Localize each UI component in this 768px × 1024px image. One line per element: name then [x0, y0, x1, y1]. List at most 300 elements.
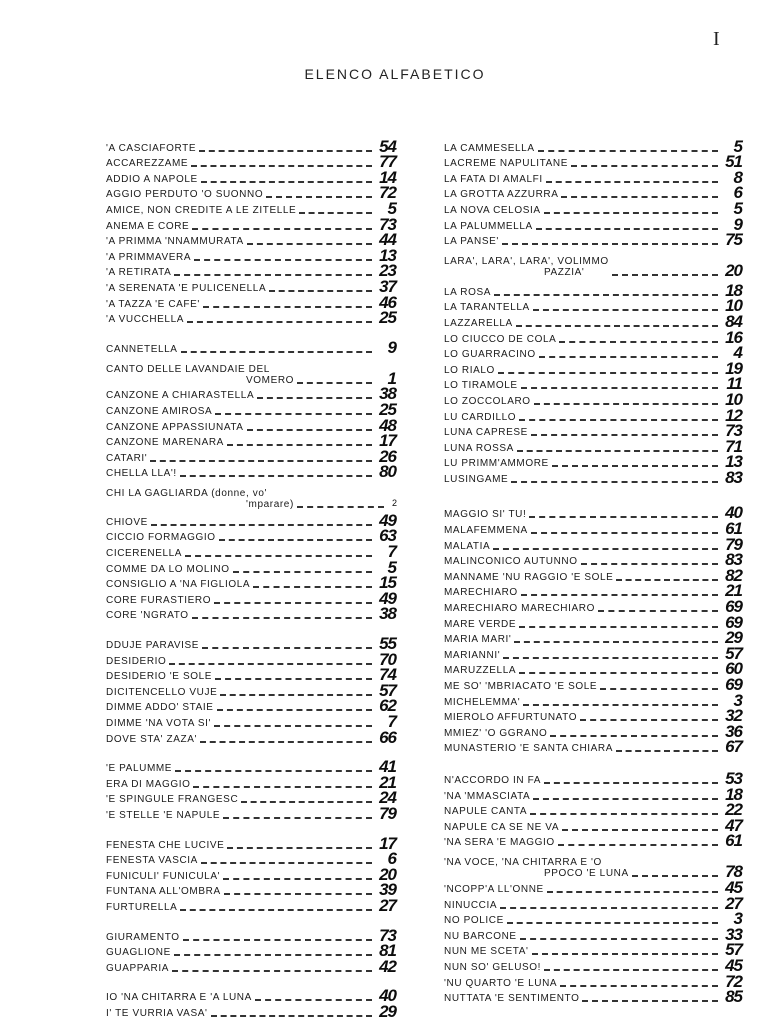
index-entry	[444, 989, 742, 1005]
entry-page-number: 29	[379, 1001, 396, 1021]
leader-dots	[552, 465, 718, 467]
index-entry	[444, 833, 742, 849]
leader-dots	[297, 506, 384, 508]
entry-page-number: 3	[733, 909, 742, 929]
entry-page-number: 15	[379, 573, 396, 593]
leader-dots	[202, 647, 372, 649]
index-entry	[444, 138, 742, 154]
leader-dots	[544, 212, 718, 214]
index-entry	[444, 247, 742, 281]
index-entry	[444, 185, 742, 201]
entry-title: DESIDERIO 'E SOLE	[106, 671, 213, 683]
leader-dots	[233, 571, 372, 573]
entry-title: LO GUARRACINO	[444, 349, 536, 361]
index-entry	[106, 851, 396, 867]
leader-dots	[223, 817, 372, 819]
entry-title: 'NU QUARTO 'E LUNA	[444, 977, 558, 989]
index-entry	[444, 597, 742, 617]
leader-dots	[172, 970, 372, 972]
index-entry	[106, 247, 396, 263]
index-entry	[444, 391, 742, 407]
leader-dots	[502, 243, 718, 245]
leader-dots	[253, 586, 372, 588]
entry-title: 'A SERENATA 'E PULICENELLA	[106, 282, 267, 294]
entry-title: I' TE VURRIA VASA'	[106, 1007, 208, 1019]
entry-page-number: 11	[726, 374, 742, 394]
entry-page-number: 72	[379, 183, 396, 203]
entry-page-number: 48	[379, 415, 396, 435]
entry-page-number: 60	[725, 659, 742, 679]
entry-title: DIMME 'NA VOTA SI'	[106, 718, 212, 729]
index-entry	[106, 355, 396, 386]
index-entry	[106, 464, 396, 480]
entry-title: MALINCONICO AUTUNNO	[444, 556, 578, 568]
entry-title: FENESTA CHE LUCIVE	[106, 839, 225, 851]
index-entry	[106, 606, 396, 622]
entry-title: DDUJE PARAVISE	[106, 640, 200, 652]
entry-title: ADDIO A NAPOLE	[106, 173, 198, 185]
leader-dots	[227, 847, 372, 849]
entry-title: 'NA 'MMASCIATA	[444, 790, 531, 802]
entry-page-number: 9	[733, 214, 742, 234]
index-entry	[106, 866, 396, 882]
index-entry	[444, 169, 742, 185]
entry-title: CORE FURASTIERO	[106, 594, 212, 606]
entry-title: LUSINGAME	[444, 473, 509, 485]
leader-dots	[531, 434, 718, 436]
leader-dots	[523, 704, 718, 706]
entry-page-number: 10	[725, 389, 742, 409]
entry-title-line2: PPOCO 'E LUNA	[544, 868, 629, 880]
leader-dots	[192, 617, 372, 619]
index-entry	[106, 310, 396, 326]
leader-dots	[571, 165, 718, 167]
index-entry	[444, 154, 742, 170]
leader-dots	[199, 150, 372, 152]
entry-page-number: 19	[725, 358, 742, 378]
entry-title: MAGGIO SI' TU!	[444, 509, 527, 521]
entry-page-number: 5	[733, 198, 742, 218]
leader-dots	[214, 602, 372, 604]
entry-page-number: 44	[379, 230, 396, 250]
index-entry	[106, 988, 396, 1004]
entry-page-number: 5	[387, 557, 396, 577]
leader-dots	[255, 999, 372, 1001]
index-column-right	[444, 136, 742, 1007]
index-entry	[106, 634, 396, 654]
entry-page-number: 16	[725, 327, 742, 347]
entry-page-number: 71	[725, 436, 742, 456]
index-entry	[444, 583, 742, 599]
leader-dots	[224, 893, 372, 895]
index-entry	[106, 790, 396, 806]
index-entry	[106, 216, 396, 232]
index-entry	[106, 479, 396, 510]
entry-page-number: 77	[379, 152, 396, 172]
entry-page-number: 84	[725, 311, 742, 331]
entry-page-number: 29	[725, 628, 742, 648]
entry-title: LA NOVA CELOSIA	[444, 204, 541, 216]
leader-dots	[150, 460, 372, 462]
entry-title: LU PRIMM'AMMORE	[444, 458, 549, 470]
leader-dots	[519, 419, 718, 421]
index-entry	[444, 911, 742, 927]
entry-page-number: 12	[725, 405, 742, 425]
index-entry	[444, 469, 742, 485]
leader-dots	[193, 786, 372, 788]
index-entry	[106, 897, 396, 913]
leader-dots	[175, 770, 372, 772]
index-entry	[444, 973, 742, 989]
entry-title: MARUZZELLA	[444, 665, 517, 677]
entry-title: ANEMA E CORE	[106, 220, 190, 232]
leader-dots	[223, 878, 372, 880]
entry-title: MUNASTERIO 'E SANTA CHIARA	[444, 743, 614, 755]
index-entry	[106, 401, 396, 417]
leader-dots	[247, 243, 372, 245]
index-entry	[106, 1003, 396, 1019]
leader-dots	[516, 325, 718, 327]
entry-title: MARECHIARO MARECHIARO	[444, 603, 595, 615]
entry-title: 'A VUCCHELLA	[106, 314, 185, 326]
leader-dots	[533, 798, 718, 800]
leader-dots	[529, 516, 718, 518]
index-entry	[444, 423, 742, 439]
entry-page-number: 21	[379, 772, 396, 792]
entry-title: DIMME ADDO' STAIE	[106, 702, 214, 714]
entry-page-number: 23	[379, 261, 396, 281]
index-entry	[106, 232, 396, 248]
entry-page-number: 73	[725, 421, 742, 441]
entry-title	[106, 364, 294, 386]
entry-title: DOVE STA' ZAZA'	[106, 733, 197, 745]
index-entry	[106, 559, 396, 575]
entry-page-number: 6	[387, 849, 396, 869]
entry-page-number: 17	[379, 833, 396, 853]
entry-title: MICHELEMMA'	[444, 696, 521, 708]
entry-page-number: 81	[379, 941, 396, 961]
entry-page-number: 17	[379, 431, 396, 451]
entry-title: GIURAMENTO	[106, 931, 180, 943]
index-column-left	[106, 138, 396, 1019]
entry-page-number: 46	[379, 292, 396, 312]
leader-dots	[174, 954, 372, 956]
index-entry	[444, 552, 742, 568]
page-number: I	[713, 28, 720, 50]
entry-page-number: 7	[387, 542, 396, 562]
index-entry	[106, 417, 396, 433]
entry-title: LO CIUCCO DE COLA	[444, 333, 557, 345]
entry-page-number: 47	[725, 815, 742, 835]
index-entry	[444, 676, 742, 692]
entry-title: ERA DI MAGGIO	[106, 778, 191, 790]
entry-title: LAZZARELLA	[444, 317, 513, 329]
entry-page-number: 25	[379, 399, 396, 419]
entry-title: 'A PRIMMA 'NNAMMURATA	[106, 236, 244, 248]
entry-page-number: 66	[379, 727, 396, 747]
leader-dots	[511, 481, 718, 483]
index-entry	[444, 739, 742, 755]
entry-title: AMICE, NON CREDITE A LE ZITELLE	[106, 204, 297, 216]
page-title: ELENCO ALFABETICO	[304, 66, 486, 82]
leader-dots	[211, 1015, 373, 1017]
entry-page-number: 5	[733, 136, 742, 156]
index-entry	[444, 232, 742, 248]
leader-dots	[215, 678, 372, 680]
leader-dots	[174, 274, 372, 276]
leader-dots	[534, 403, 718, 405]
entry-title: LA CAMMESELLA	[444, 142, 535, 154]
leader-dots	[493, 548, 718, 550]
entry-title: FUNTANA ALL'OMBRA	[106, 886, 221, 898]
leader-dots	[503, 657, 718, 659]
entry-page-number: 63	[379, 526, 396, 546]
index-entry	[106, 200, 396, 216]
entry-title: DICITENCELLO VUJE	[106, 686, 218, 698]
leader-dots	[299, 212, 372, 214]
entry-title: LA PANSE'	[444, 236, 499, 248]
entry-page-number: 57	[725, 643, 742, 663]
index-entry	[106, 882, 396, 898]
index-entry	[106, 729, 396, 745]
entry-page-number: 62	[379, 696, 396, 716]
entry-page-number: 57	[379, 680, 396, 700]
index-entry	[444, 536, 742, 552]
entry-title: FENESTA VASCIA	[106, 855, 198, 867]
entry-title: 'A CASCIAFORTE	[106, 142, 197, 154]
index-entry	[106, 698, 396, 714]
index-entry	[444, 848, 742, 882]
entry-title: LA GROTTA AZZURRA	[444, 189, 559, 201]
entry-title	[106, 488, 294, 510]
index-entry	[106, 667, 396, 683]
index-entry	[106, 169, 396, 185]
leader-dots	[600, 688, 718, 690]
entry-title: NUN SO' GELUSO!	[444, 961, 542, 973]
entry-page-number: 25	[379, 308, 396, 328]
leader-dots	[520, 938, 718, 940]
leader-dots	[562, 829, 718, 831]
entry-title: LA FATA DI AMALFI	[444, 173, 543, 185]
entry-page-number: 74	[379, 665, 396, 685]
index-entry	[444, 567, 742, 583]
leader-dots	[519, 672, 718, 674]
index-entry	[444, 454, 742, 470]
index-entry	[106, 263, 396, 279]
leader-dots	[185, 555, 372, 557]
leader-dots	[519, 626, 718, 628]
entry-title: NAPULE CA SE NE VA	[444, 821, 560, 833]
entry-title: COMME DA LO MOLINO	[106, 563, 230, 575]
entry-title: MMIEZ' 'O GGRANO	[444, 727, 548, 739]
leader-dots	[201, 181, 372, 183]
leader-dots	[538, 150, 718, 152]
leader-dots	[180, 475, 372, 477]
leader-dots	[219, 539, 372, 541]
leader-dots	[559, 341, 718, 343]
index-entry	[106, 774, 396, 790]
index-entry	[106, 682, 396, 698]
entry-page-number: 85	[725, 987, 742, 1007]
entry-page-number: 53	[725, 768, 742, 788]
entry-page-number: 40	[379, 986, 396, 1006]
leader-dots	[632, 875, 718, 877]
entry-page-number: 7	[387, 712, 396, 731]
entry-page-number: 61	[725, 831, 742, 851]
index-entry	[444, 692, 742, 708]
entry-page-number: 24	[379, 788, 396, 808]
index-entry	[444, 879, 742, 895]
index-entry	[444, 802, 742, 818]
index-entry	[106, 278, 396, 294]
leader-dots	[217, 709, 373, 711]
leader-dots	[241, 801, 372, 803]
index-entry	[106, 759, 396, 775]
leader-dots	[507, 922, 718, 924]
leader-dots	[187, 321, 372, 323]
index-entry	[106, 713, 396, 729]
index-entry	[444, 407, 742, 423]
entry-page-number: 67	[725, 737, 742, 757]
entry-title: 'NCOPP'A LL'ONNE	[444, 883, 544, 895]
leader-dots	[532, 953, 718, 955]
entry-title: MARE VERDE	[444, 618, 517, 630]
entry-title: NU BARCONE	[444, 930, 517, 942]
index-entry	[106, 185, 396, 201]
entry-title-line2: 'mparare)	[246, 499, 294, 511]
entry-title: LA TARANTELLA	[444, 302, 530, 314]
entry-page-number: 21	[725, 581, 742, 601]
entry-title: DESIDERIO	[106, 655, 167, 667]
entry-page-number: 80	[379, 462, 396, 482]
index-entry	[106, 386, 396, 402]
leader-dots	[215, 413, 372, 415]
index-entry	[444, 817, 742, 833]
entry-title: LO TIRAMOLE	[444, 380, 518, 392]
index-entry	[106, 433, 396, 449]
index-entry	[444, 360, 742, 376]
index-entry	[106, 138, 396, 154]
leader-dots	[269, 290, 372, 292]
entry-title-line1: LARA', LARA', LARA', VOLIMMO	[444, 256, 609, 268]
entry-title: LA PALUMMELLA	[444, 220, 533, 232]
index-entry	[106, 512, 396, 528]
entry-title: CICERENELLA	[106, 548, 183, 560]
entry-title: 'E STELLE 'E NAPULE	[106, 809, 221, 821]
index-entry	[444, 614, 742, 630]
entry-title-line1: CHI LA GAGLIARDA (donne, vo'	[106, 488, 267, 500]
entry-title-line1: CANTO DELLE LAVANDAIE DEL	[106, 363, 270, 375]
entry-page-number: 45	[725, 877, 742, 897]
index-entry	[444, 630, 742, 646]
leader-dots	[582, 1000, 718, 1002]
entry-title: CANZONE APPASSIUNATA	[106, 421, 244, 433]
leader-dots	[536, 228, 718, 230]
entry-title-line2: VOMERO	[246, 374, 295, 386]
index-entry	[106, 927, 396, 943]
index-entry	[106, 943, 396, 959]
index-entry	[444, 282, 742, 298]
entry-page-number: 61	[725, 519, 742, 539]
leader-dots	[266, 196, 372, 198]
entry-page-number: 69	[725, 675, 742, 694]
leader-dots	[183, 939, 372, 941]
entry-page-number: 51	[725, 152, 742, 172]
entry-page-number: 18	[725, 784, 742, 804]
leader-dots	[561, 196, 718, 198]
index-entry	[444, 708, 742, 724]
leader-dots	[544, 782, 718, 784]
leader-dots	[560, 985, 718, 987]
entry-page-number: 9	[387, 337, 396, 357]
entry-page-number: 13	[379, 245, 396, 265]
entry-page-number: 26	[379, 446, 396, 466]
entry-page-number: 10	[725, 296, 742, 316]
leader-dots	[521, 387, 718, 389]
index-entry	[106, 590, 396, 606]
entry-title: CANNETELLA	[106, 343, 178, 355]
entry-page-number: 69	[725, 597, 742, 617]
entry-page-number: 18	[725, 280, 742, 300]
index-entry	[106, 294, 396, 310]
leader-dots	[533, 309, 718, 311]
index-entry	[106, 339, 396, 355]
entry-page-number: 3	[733, 690, 742, 710]
entry-page-number: 82	[725, 565, 742, 585]
index-entry	[444, 957, 742, 973]
leader-dots	[297, 382, 372, 384]
index-entry	[444, 505, 742, 521]
entry-page-number: 37	[379, 276, 396, 296]
leader-dots	[616, 579, 718, 581]
entry-page-number: 6	[733, 183, 742, 203]
index-entry	[444, 926, 742, 942]
entry-title: MIEROLO AFFURTUNATO	[444, 712, 578, 724]
index-entry	[106, 835, 396, 851]
leader-dots	[531, 532, 718, 534]
entry-title: 'A TAZZA 'E CAFE'	[106, 298, 200, 310]
index-entry	[106, 542, 396, 562]
leader-dots	[517, 450, 718, 452]
index-entry	[444, 645, 742, 661]
leader-dots	[201, 862, 372, 864]
entry-title: GUAGLIONE	[106, 947, 171, 959]
entry-page-number: 83	[725, 550, 742, 570]
leader-dots	[612, 274, 718, 276]
entry-title: CATARI'	[106, 452, 148, 464]
entry-page-number: 39	[379, 880, 396, 900]
entry-page-number: 20	[725, 261, 742, 281]
index-entry	[444, 942, 742, 958]
leader-dots	[581, 563, 718, 565]
entry-page-number: 2	[391, 498, 396, 509]
entry-title: 'E SPINGULE FRANGESC	[106, 794, 239, 806]
entry-page-number: 1	[387, 368, 396, 388]
index-entry	[106, 651, 396, 667]
entry-page-number: 54	[379, 136, 396, 156]
leader-dots	[500, 907, 718, 909]
entry-title: CHELLA LLA'!	[106, 468, 177, 480]
leader-dots	[498, 372, 718, 374]
leader-dots	[200, 741, 372, 743]
entry-page-number: 33	[725, 924, 742, 944]
leader-dots	[494, 294, 718, 296]
entry-page-number: 73	[379, 214, 396, 234]
leader-dots	[514, 641, 718, 643]
leader-dots	[539, 356, 718, 358]
index-entry	[106, 805, 396, 821]
entry-title: LUNA CAPRESE	[444, 427, 528, 439]
